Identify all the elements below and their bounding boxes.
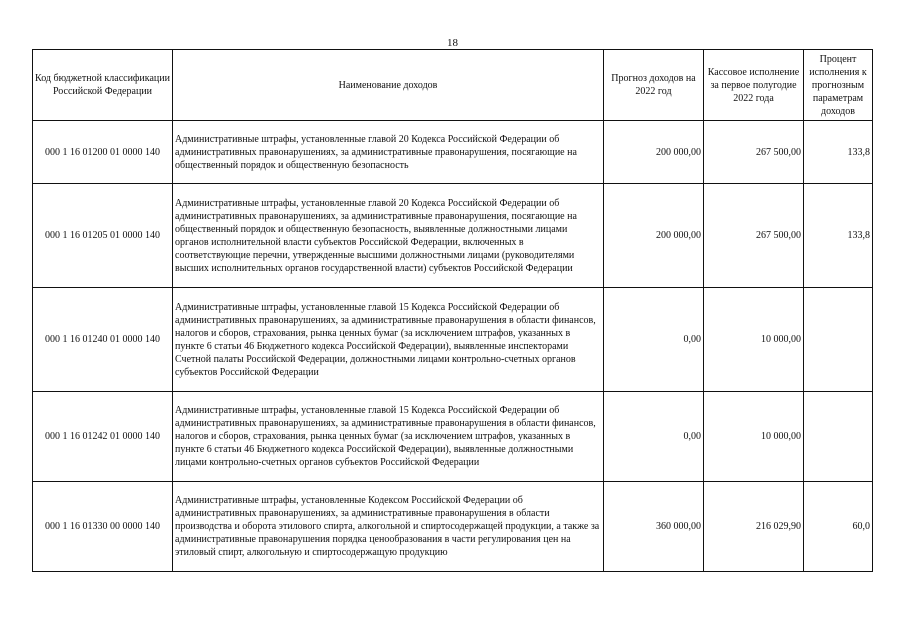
header-execution: Кассовое исполнение за первое полугодие 2022 года [704, 50, 804, 121]
table-row [33, 121, 873, 184]
revenue-name-cell: Административные штрафы, установленные главой 15 Кодекса Российской Федерации об административных правонарушениях, за административные правонарушения в области финансов, налогов и сборов, страхования, рынка ценных бумаг (за исключением штрафов, указанных в пункте 6 статьи 46 Бюджетного кодекса Российской Федерации), выявленные инспекторами Счетной палаты Российской Федерации, должностными лицами контрольно-счетных органов субъектов Российской Федерации [173, 288, 604, 392]
percent-cell [804, 392, 873, 482]
table-row [33, 288, 873, 392]
header-forecast: Прогноз доходов на 2022 год [604, 50, 704, 121]
header-percent: Процент исполнения к прогнозным параметрам доходов [804, 50, 873, 121]
table-header-row [33, 50, 873, 121]
percent-cell: 133,8 [804, 121, 873, 184]
budget-code-cell: 000 1 16 01330 00 0000 140 [33, 482, 173, 572]
forecast-cell: 0,00 [604, 392, 704, 482]
execution-cell: 267 500,00 [704, 184, 804, 288]
revenue-name-cell: Административные штрафы, установленные главой 15 Кодекса Российской Федерации об административных правонарушениях, за административные правонарушения в области финансов, налогов и сборов, страхования, рынка ценных бумаг (за исключением штрафов, указанных в пункте 6 статьи 46 Бюджетного кодекса Российской Федерации), выявленные должностными лицами контрольно-счетных органов субъектов Российской Федерации [173, 392, 604, 482]
execution-cell: 267 500,00 [704, 121, 804, 184]
forecast-cell: 200 000,00 [604, 184, 704, 288]
revenue-table [32, 49, 873, 572]
revenue-name-cell: Административные штрафы, установленные главой 20 Кодекса Российской Федерации об административных правонарушениях, за административные правонарушения, посягающие на общественный порядок и общественную безопасность, выявленные должностными лицами органов исполнительной власти субъектов Российской Федерации, включенных в соответствующие перечни, утвержденные высшими должностными лицами (руководителями высших исполнительных органов государственной власти) субъектов Российской Федерации [173, 184, 604, 288]
percent-cell [804, 288, 873, 392]
percent-cell: 60,0 [804, 482, 873, 572]
budget-code-cell: 000 1 16 01205 01 0000 140 [33, 184, 173, 288]
table-row [33, 482, 873, 572]
execution-cell: 216 029,90 [704, 482, 804, 572]
budget-code-cell: 000 1 16 01240 01 0000 140 [33, 288, 173, 392]
page-number: 18 [447, 37, 458, 49]
execution-cell: 10 000,00 [704, 288, 804, 392]
forecast-cell: 0,00 [604, 288, 704, 392]
budget-code-cell: 000 1 16 01242 01 0000 140 [33, 392, 173, 482]
header-revenue-name: Наименование доходов [173, 50, 604, 121]
header-budget-code: Код бюджетной классификации Российской Федерации [33, 50, 173, 121]
budget-code-cell: 000 1 16 01200 01 0000 140 [33, 121, 173, 184]
revenue-name-cell: Административные штрафы, установленные Кодексом Российской Федерации об административных правонарушениях, за административные правонарушения в области производства и оборота этилового спирта, алкогольной и спиртосодержащей продукции, а также за административные правонарушения порядка ценообразования в части регулирования цен на этиловый спирт, алкогольную и спиртосодержащую продукцию [173, 482, 604, 572]
revenue-name-cell: Административные штрафы, установленные главой 20 Кодекса Российской Федерации об административных правонарушениях, за административные правонарушения, посягающие на общественный порядок и общественную безопасность [173, 121, 604, 184]
forecast-cell: 200 000,00 [604, 121, 704, 184]
forecast-cell: 360 000,00 [604, 482, 704, 572]
percent-cell: 133,8 [804, 184, 873, 288]
table-row [33, 392, 873, 482]
execution-cell: 10 000,00 [704, 392, 804, 482]
table-row [33, 184, 873, 288]
